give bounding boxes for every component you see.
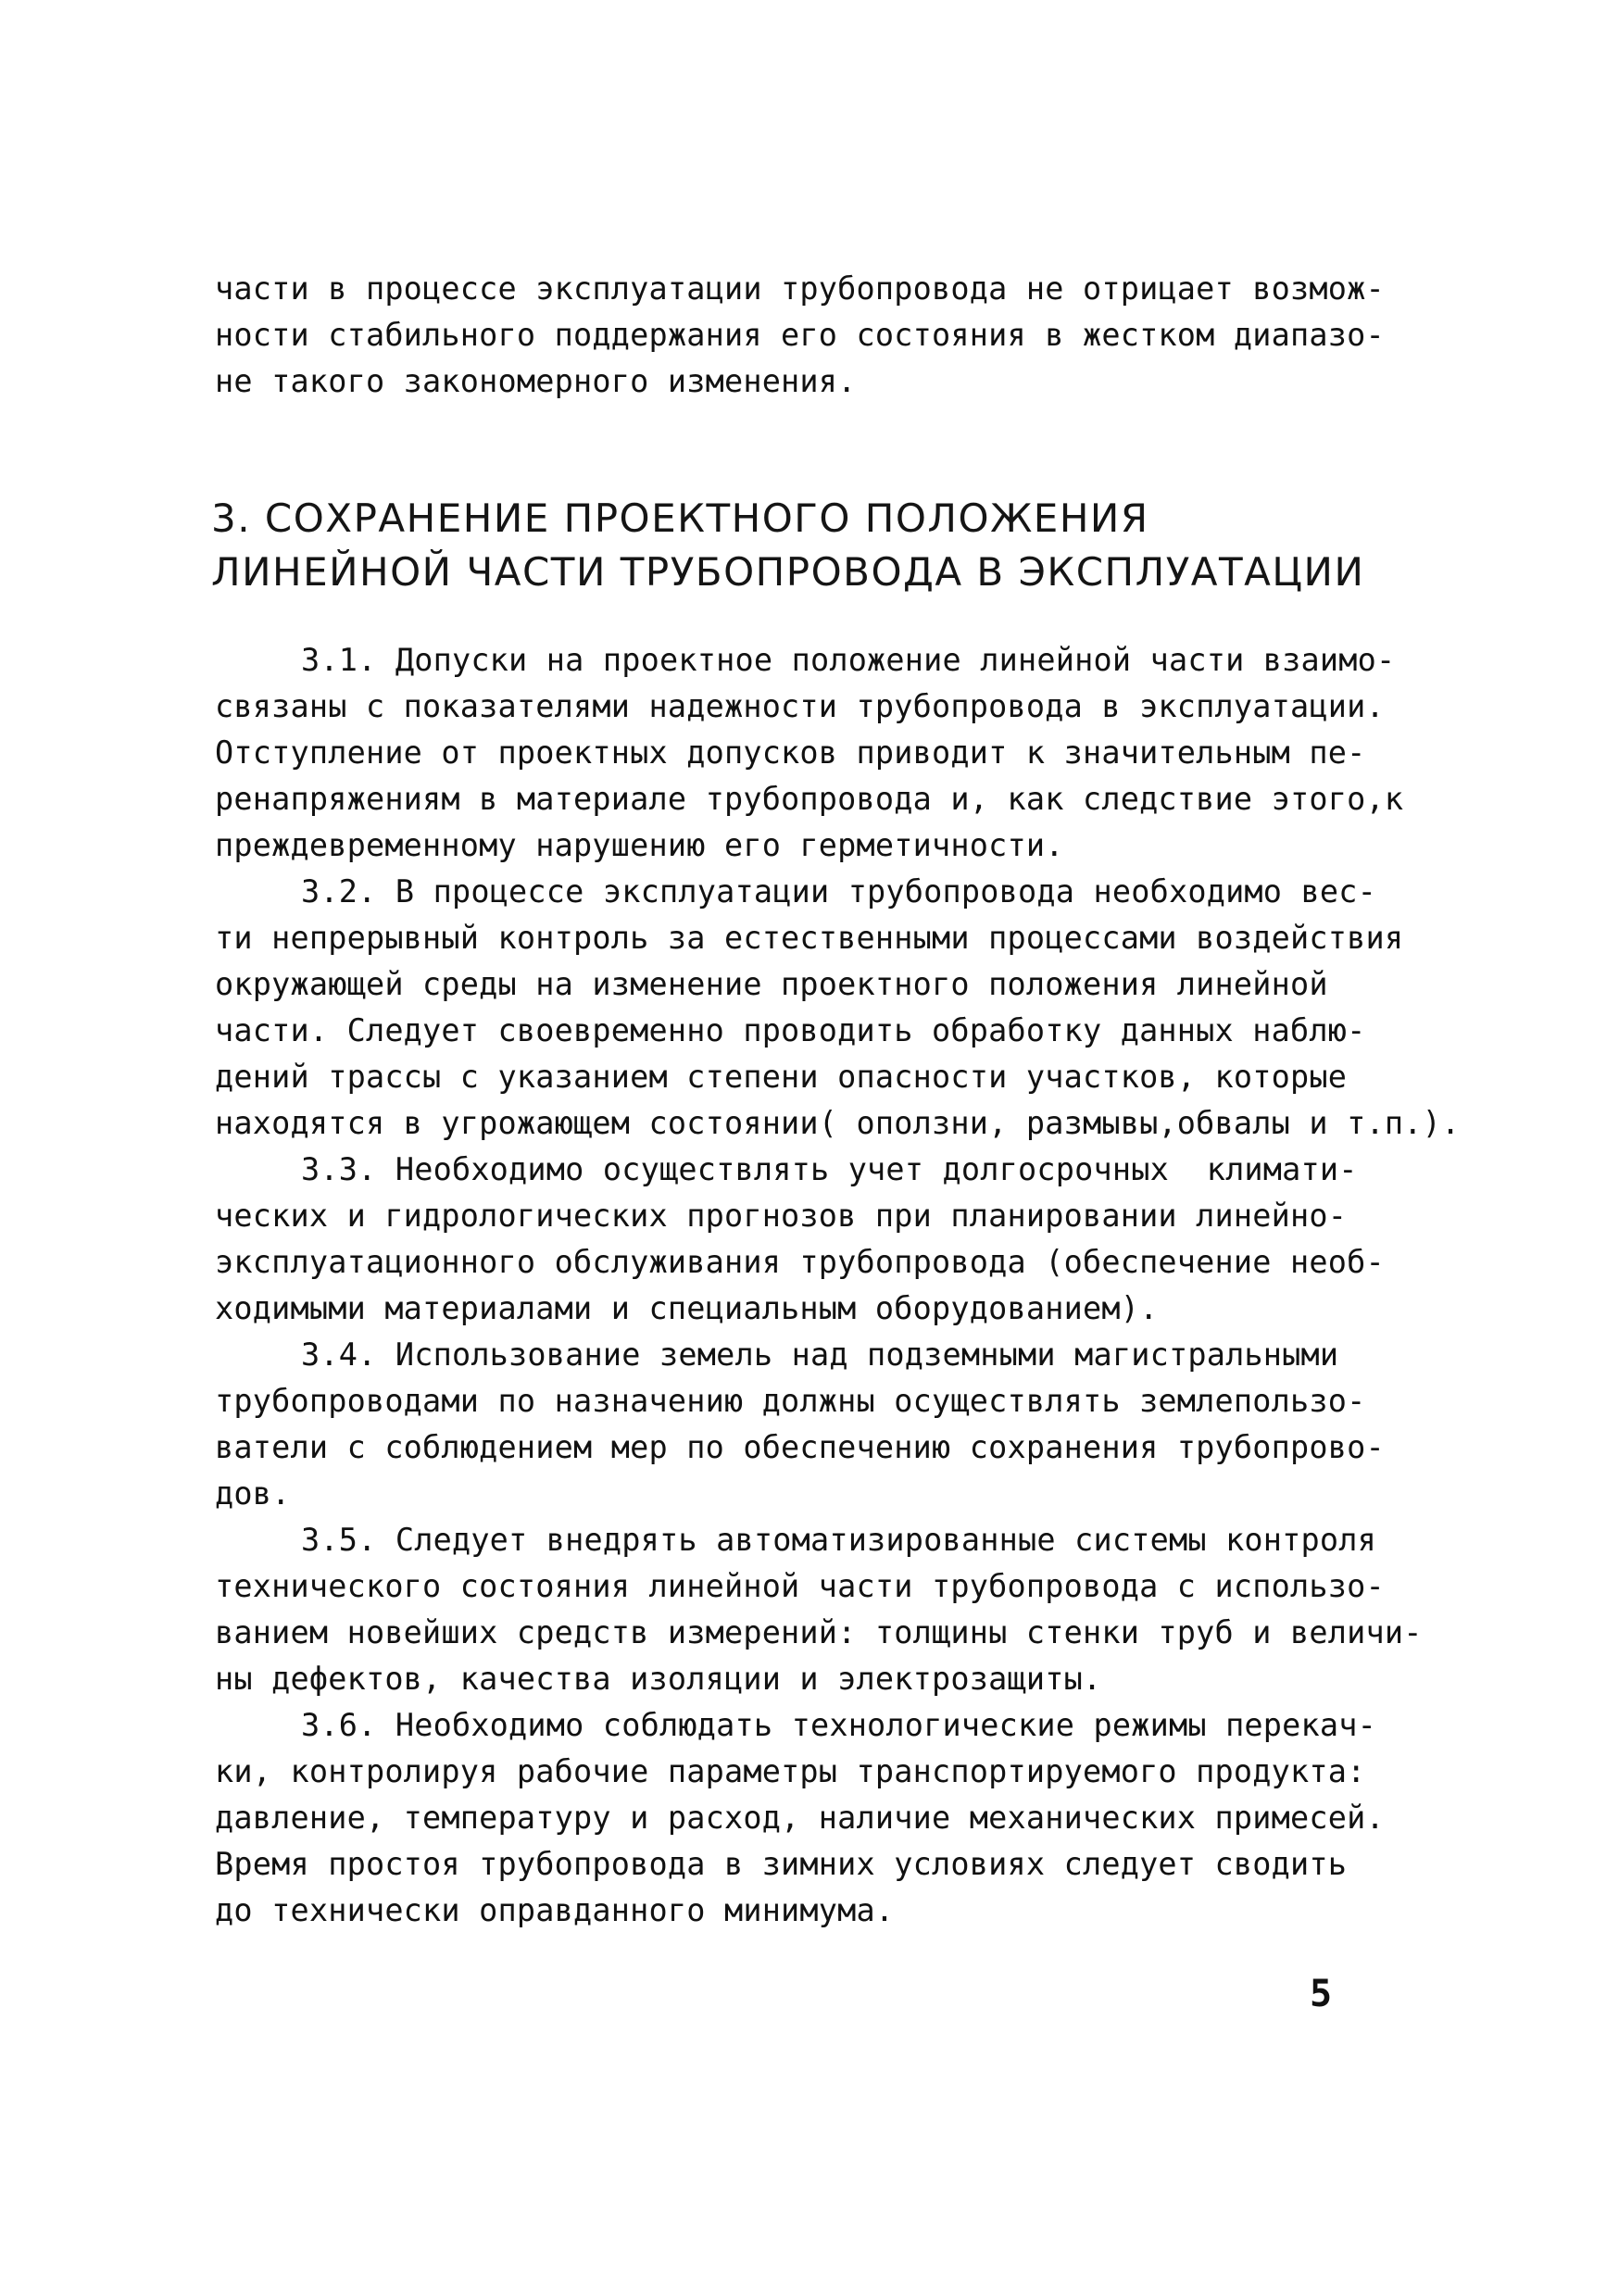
section-heading-line: 3. СОХРАНЕНИЕ ПРОЕКТНОГО ПОЛОЖЕНИЯ [211, 496, 1149, 541]
page-number: 5 [1310, 1973, 1333, 2015]
paragraph-line: 3.3. Необходимо осуществлять учет долгосрочных климати- [301, 1151, 1358, 1187]
paragraph-line: ческих и гидрологических прогнозов при планировании линейно- [215, 1198, 1348, 1234]
paragraph-line: части. Следует своевременно проводить обработку данных наблю- [215, 1012, 1366, 1048]
paragraph-line: Время простоя трубопровода в зимних условиях следует сводить [215, 1846, 1348, 1882]
intro-line: части в процессе эксплуатации трубопровода не отрицает возмож- [215, 270, 1385, 307]
paragraph-line: ки, контролируя рабочие параметры транспортируемого продукта: [215, 1753, 1366, 1789]
paragraph-line: ны дефектов, качества изоляции и электрозащиты. [215, 1661, 1102, 1697]
paragraph-line: технического состояния линейной части трубопровода с использо- [215, 1568, 1385, 1604]
paragraph-line: 3.6. Необходимо соблюдать технологические режимы перекач- [301, 1707, 1377, 1743]
paragraph-line: 3.2. В процессе эксплуатации трубопровода необходимо вес- [301, 873, 1377, 910]
paragraph-line: находятся в угрожающем состоянии( оползни, размывы,обвалы и т.п.). [215, 1105, 1461, 1141]
paragraph-line: ватели с соблюдением мер по обеспечению сохранения трубопрово- [215, 1429, 1385, 1465]
paragraph-line: преждевременному нарушению его герметичности. [215, 827, 1064, 863]
paragraph-line: связаны с показателями надежности трубопровода в эксплуатации. [215, 688, 1385, 724]
paragraph-line: дов. [215, 1475, 291, 1512]
intro-line: ности стабильного поддержания его состояния в жестком диапазо- [215, 317, 1385, 353]
paragraph-line: до технически оправданного минимума. [215, 1892, 895, 1928]
paragraph-line: ванием новейших средств измерений: толщины стенки труб и величи- [215, 1614, 1423, 1650]
paragraph-line: окружающей среды на изменение проектного положения линейной [215, 966, 1328, 1002]
paragraph-line: 3.5. Следует внедрять автоматизированные системы контроля [301, 1522, 1377, 1558]
paragraph-line: 3.4. Использование земель над подземными магистральными [301, 1336, 1339, 1373]
paragraph-line: 3.1. Допуски на проектное положение линейной части взаимо- [301, 642, 1396, 678]
section-heading-line: ЛИНЕЙНОЙ ЧАСТИ ТРУБОПРОВОДА В ЭКСПЛУАТАЦИИ [211, 549, 1365, 595]
paragraph-line: ходимыми материалами и специальным оборудованием). [215, 1290, 1159, 1326]
intro-line: не такого закономерного изменения. [215, 363, 857, 399]
paragraph-line: давление, температуру и расход, наличие механических примесей. [215, 1800, 1385, 1836]
paragraph-line: трубопроводами по назначению должны осуществлять землепользо- [215, 1383, 1366, 1419]
paragraph-line: эксплуатационного обслуживания трубопровода (обеспечение необ- [215, 1244, 1385, 1280]
paragraph-line: ти непрерывный контроль за естественными процессами воздействия [215, 920, 1404, 956]
paragraph-line: Отступление от проектных допусков приводит к значительным пе- [215, 734, 1366, 771]
paragraph-line: дений трассы с указанием степени опасности участков, которые [215, 1059, 1348, 1095]
paragraph-line: ренапряжениям в материале трубопровода и, как следствие этого,к [215, 781, 1404, 817]
